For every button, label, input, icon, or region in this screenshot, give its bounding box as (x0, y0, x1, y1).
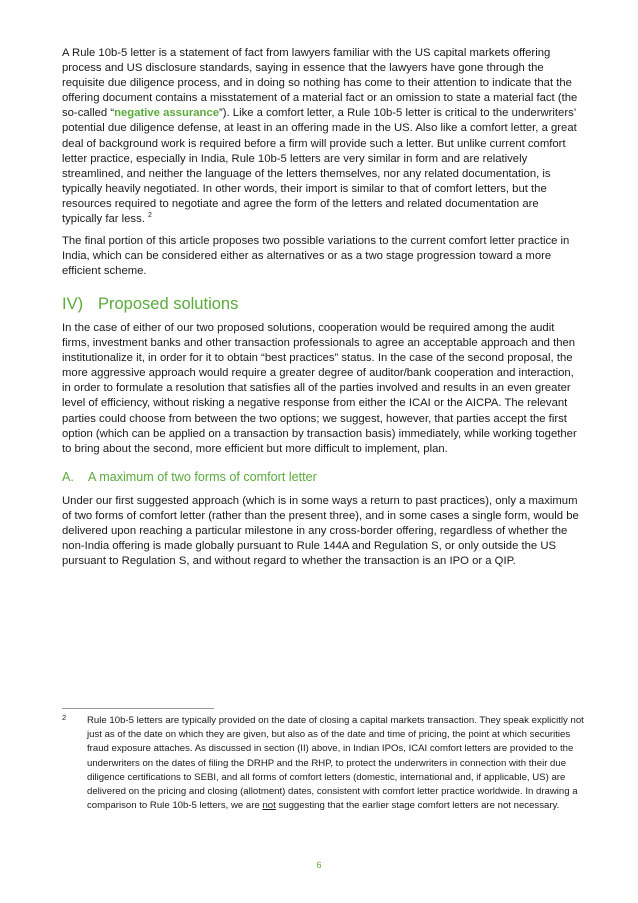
section-title: Proposed solutions (98, 295, 239, 313)
paragraph-first-approach: Under our first suggested approach (which is in some ways a return to past practices), only a maximum of two forms of comfort letter (rather than the present three), and in some cases a single form, would be delivered upon reaching a particular milestone in any cross-border offering, regardless of whether the non-India offering is made globally pursuant to Rule 144A and Regulation S, or only outside the US pursuant to Regulation S, and without regard to whether the transaction is an IPO or a QIP. (62, 495, 579, 568)
paragraph-rule-10b5-part2: ”). Like a comfort letter, a Rule 10b-5 letter is critical to the underwriters’ potential due diligence defense, at least in an offering made in the US. Also like a comfort letter, a great deal of background work is required before a firm will provide such a letter. But unlike current comfort letter practice, especially in India, Rule 10b-5 letters are very similar in form and are relatively streamlined, and neither the language of the letters themselves, nor any related documentation, is typically heavily negotiated. In other words, their import is similar to that of comfort letters, but the resources required to negotiate and agree the form of the letters and related documentation are typically far less. (62, 107, 577, 226)
subsection-number: A. (62, 470, 74, 484)
footnote-underlined-word: not (262, 800, 276, 812)
page-number: 6 (316, 860, 322, 870)
paragraph-final-portion: The final portion of this article proposes two possible variations to the current comfort letter practice in India, which can be considered either as alternatives or as a two stage progression toward a more efficient scheme. (62, 235, 570, 278)
footnote-mark: 2 (62, 713, 67, 722)
negative-assurance-term: negative assurance (114, 107, 219, 120)
footnote-separator (62, 708, 214, 709)
paragraph-rule-10b5-part1: A Rule 10b-5 letter is a statement of fact from lawyers familiar with the US capital markets offering process and US disclosure standards, saying in essence that the lawyers have gone through the requisite due diligence process, and in doing so nothing has come to their attention to indicate that the offering document contains a misstatement of a material fact or an omission to state a material fact (the so-called “ (62, 47, 578, 120)
footnote-text-before: Rule 10b-5 letters are typically provided on the date of closing a capital markets transaction. They speak explicitly not just as of the date on which they are given, but also as of the date and time of pricing, the point at which securities fraud exposure attaches. As discussed in section (II) above, in Indian IPOs, ICAI comfort letters are provided to the underwriters on the dates of filing the DRHP and the RHP, to protect the underwriters in connection with their due diligence certifications to SEBI, and all forms of comfort letters (domestic, international and, if applicable, US) are delivered on the pricing and closing (allotment) dates, consistent with comfort letter practice worldwide. In drawing a comparison to Rule 10b-5 letters, we are (87, 715, 584, 812)
footnote-text-after: suggesting that the earlier stage comfort letters are not necessary. (275, 800, 560, 812)
section-heading (62, 295, 238, 314)
paragraph-rule-10b5 (62, 46, 580, 227)
footnote-reference[interactable]: 2 (148, 212, 152, 220)
paragraph-proposed-solutions: In the case of either of our two proposed solutions, cooperation would be required among the audit firms, investment banks and other transaction professionals to agree an acceptable approach and then institutionalize it, in order for it to obtain “best practices” status. In the case of the second proposal, the more aggressive approach would require a greater degree of auditor/bank cooperation and interaction, in order to formulate a resolution that satisfies all of the parties involved and results in an even greater level of efficiency, without risking a negative response from either the ICAI or the AICPA. The relevant parties could choose from between the two options; we suggest, however, that parties accept the first option (which can be applied on a transaction by transaction basis) immediately, while working together to bring about the second, more efficient but more difficult to implement, plan. (62, 322, 577, 455)
subsection-heading (62, 470, 317, 484)
subsection-title: A maximum of two forms of comfort letter (88, 470, 317, 484)
section-number: IV) (62, 295, 84, 313)
footnote-body (87, 714, 584, 813)
